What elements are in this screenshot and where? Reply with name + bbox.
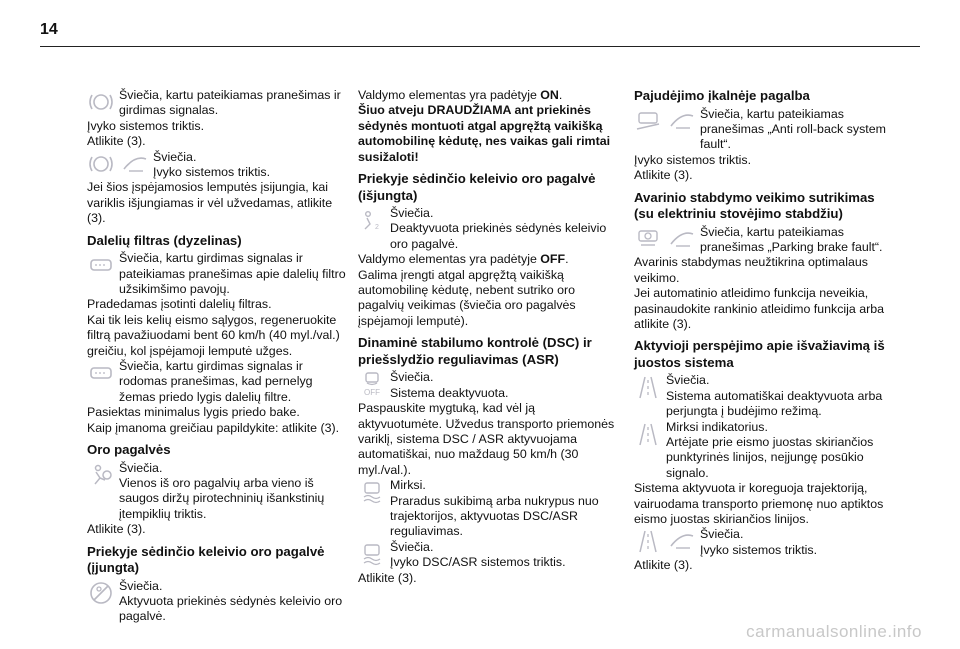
text-run: . [558, 88, 563, 102]
off-label: OFF [364, 388, 380, 398]
text-run-bold: OFF [540, 252, 566, 267]
text-run-bold: ON [540, 88, 559, 102]
paragraph: Galima įrengti atgal apgręžtą vaikišką automobilinę kėdutę, nebent sutriko oro pagalvių veikimas (šviečia oro pagalvės įspėjamoji lemputė). [358, 267, 576, 328]
indicator-text: Šviečia, kartu pateikiamas pranešimas „Anti roll-back system fault“. [700, 106, 886, 152]
paragraph: Jei šios įspėjamosios lemputės įsijungia, kai variklis išjungiamas ir vėl užvedamas, atlikite (3). [87, 180, 333, 226]
indicator-text: Šviečia. Sistema deaktyvuota. [390, 370, 509, 400]
abs-icon [121, 151, 149, 177]
indicator-text: Šviečia, kartu pateikiamas pranešimas ir girdimas signalas. [119, 88, 341, 118]
indicator-text: Šviečia. Įvyko DSC/ASR sistemos triktis. [390, 539, 566, 570]
indicator-text: Mirksi indikatorius. Artėjate prie eismo juostas skiriančios punktyrinės linijos, neįjungę posūkio signalo. [666, 419, 874, 480]
hill-start-assist-icon [634, 108, 662, 134]
lane-departure-icon [634, 528, 662, 554]
indicator-text: Šviečia. Deaktyvuota priekinės sėdynės keleivio oro pagalvė. [390, 206, 607, 251]
section-title: Pajudėjimo įkalnėje pagalba [634, 88, 810, 103]
indicator-block [358, 478, 620, 540]
indicator-block [634, 107, 896, 153]
indicator-block [358, 540, 620, 571]
indicator-block [87, 150, 349, 181]
column-1 [87, 88, 349, 625]
paragraph: Kaip įmanoma greičiau papildykite: atlikite (3). [87, 420, 340, 435]
indicator-block [87, 88, 349, 119]
indicator-text: Šviečia, kartu girdimas signalas ir rodomas pranešimas, kad pernelyg žemas priedo lygis dalelių filtre. [119, 359, 313, 404]
indicator-block [634, 420, 896, 482]
indicator-text: Šviečia. Įvyko sistemos triktis. [700, 527, 818, 557]
indicator-block [358, 370, 620, 401]
dsc-icon [358, 479, 386, 505]
indicator-block [634, 373, 896, 419]
indicator-text: Šviečia. Aktyvuota priekinės sėdynės keleivio oro pagalvė. [119, 578, 343, 624]
section-title: Priekyje sėdinčio keleivio oro pagalvė (išjungta) [358, 171, 596, 203]
indicator-block [87, 251, 349, 297]
indicator-block [87, 461, 349, 523]
header-rule [40, 46, 920, 47]
paragraph [358, 88, 620, 103]
lane-departure-icon [634, 374, 662, 400]
section-title: Avarinio stabdymo veikimo sutrikimas (su elektriniu stovėjimo stabdžiu) [634, 189, 875, 222]
abs-icon [668, 528, 696, 554]
indicator-text: Šviečia, kartu pateikiamas pranešimas „Parking brake fault“. [700, 224, 883, 254]
text-run: Valdymo elementas yra padėtyje [358, 88, 541, 102]
indicator-block [87, 579, 349, 625]
particle-filter-icon [87, 360, 115, 386]
section-title: Aktyvioji perspėjimo apie išvažiavimą iš juostos sistema [634, 338, 885, 370]
paragraph: Įvyko sistemos triktis. [87, 118, 205, 133]
text-run: Valdymo elementas yra padėtyje [358, 252, 541, 267]
watermark: carmanualsonline.info [746, 621, 922, 641]
indicator-text: Šviečia. Vienos iš oro pagalvių arba vieno iš saugos diržų pirotechninių išankstinių įtempiklių triktis. [119, 460, 325, 521]
brake-system-icon [87, 89, 115, 115]
paragraph: Atlikite (3). [634, 558, 693, 573]
indicator-block [634, 527, 896, 558]
indicator-block [634, 225, 896, 256]
passenger-airbag-on-icon [87, 580, 115, 606]
column-3 [634, 88, 896, 574]
airbag-icon [87, 462, 115, 488]
column-2 [358, 88, 620, 586]
indicator-text: Šviečia. Sistema automatiškai deaktyvuota arba perjungta į budėjimo režimą. [666, 373, 883, 419]
svg-text:2: 2 [375, 224, 379, 232]
section-title: Dalelių filtras (dyzelinas) [87, 232, 242, 248]
indicator-text: Mirksi. Praradus sukibimą arba nukrypus nuo trajektorijos, aktyvuotas DSC/ASR reguliavimas. [390, 478, 599, 539]
section-title: Priekyje sėdinčio keleivio oro pagalvė (įjungta) [87, 543, 325, 576]
paragraph: Atlikite (3). [358, 570, 417, 585]
paragraph: Atlikite (3). [87, 522, 146, 537]
passenger-airbag-off-icon [358, 207, 386, 233]
paragraph: Kai tik leis kelių eismo sąlygos, regeneruokite filtrą pavažiuodami bent 60 km/h (40 myl./val.) greičiu, kol įspėjamoji lemputė užges. [87, 312, 340, 358]
brake-system-icon [87, 151, 115, 177]
lane-departure-icon [634, 421, 662, 447]
warning-paragraph: Šiuo atveju DRAUDŽIAMA ant priekinės sėdynės montuoti atgal apgręžtą vaikišką automobilinę kėdutę, nes vaikas gali rimtai susižaloti! [358, 103, 611, 164]
paragraph: Atlikite (3). [87, 134, 146, 149]
paragraph: Įvyko sistemos triktis. [634, 152, 752, 167]
indicator-block [87, 359, 349, 405]
paragraph: Atlikite (3). [634, 168, 693, 183]
paragraph: Pasiektas minimalus lygis priedo bake. [87, 405, 300, 420]
abs-icon [668, 226, 696, 252]
page-number: 14 [40, 21, 58, 38]
paragraph [358, 252, 620, 267]
indicator-text: Šviečia. Įvyko sistemos triktis. [153, 149, 271, 180]
paragraph: Avarinis stabdymas neužtikrina optimalaus veikimo. [634, 255, 868, 285]
paragraph: Sistema aktyvuota ir koreguoja trajektoriją, vairuodama transporto priemonę nuo aptiktos eismo juostas skiriančios linijos. [634, 481, 884, 527]
paragraph: Jei automatinio atleidimo funkcija neveikia, pasinaudokite rankinio atleidimo funkcija arba atlikite (3). [634, 286, 885, 331]
text-run: . [565, 252, 569, 267]
dsc-off-icon [358, 371, 386, 397]
emergency-braking-icon [634, 226, 662, 252]
indicator-block [358, 206, 620, 252]
dsc-icon [358, 541, 386, 567]
paragraph: Paspauskite mygtuką, kad vėl ją aktyvuotumėte. Užvedus transporto priemonės variklį, sistema DSC / ASR aktyvuojama automatiškai, nuo maždaug 50 km/h (30 myl./val.). [358, 401, 615, 477]
section-title: Dinaminė stabilumo kontrolė (DSC) ir priešslydžio reguliavimas (ASR) [358, 335, 592, 367]
particle-filter-icon [87, 252, 115, 278]
indicator-text: Šviečia, kartu girdimas signalas ir pateikiamas pranešimas apie dalelių filtro užsikimšimo pavojų. [119, 251, 346, 296]
paragraph: Pradedamas įsotinti dalelių filtras. [87, 297, 272, 312]
section-title: Oro pagalvės [87, 442, 171, 458]
abs-icon [668, 108, 696, 134]
